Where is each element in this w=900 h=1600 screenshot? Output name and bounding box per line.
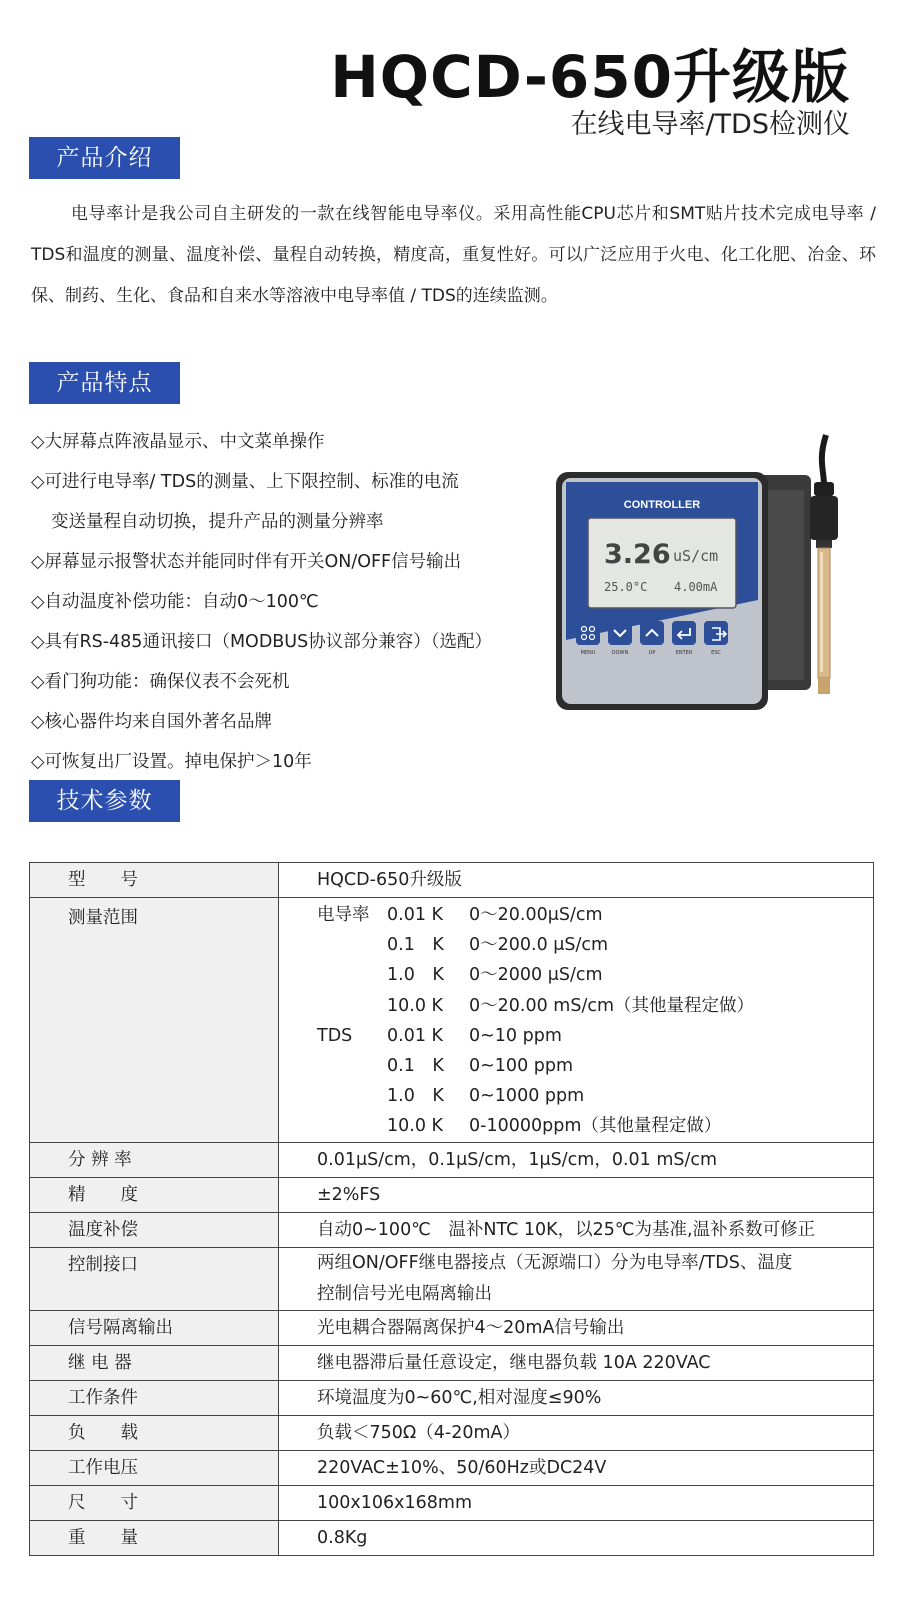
table-row: [30, 1380, 874, 1415]
feature-item: ◇具有RS-485通讯接口（MODBUS协议部分兼容）（选配）: [31, 632, 492, 652]
feature-item: ◇可恢复出厂设置。掉电保护＞10年: [31, 752, 312, 772]
control-line-1: 两组ON/OFF继电器接点（无源端口）分为电导率/TDS、温度: [317, 1252, 793, 1273]
spec-label-size: 尺 寸: [30, 1485, 279, 1520]
feature-item: ◇看门狗功能：确保仪表不会死机: [31, 672, 290, 692]
table-row: [30, 1415, 874, 1450]
feature-item-continuation: 变送量程自动切换，提升产品的测量分辨率: [51, 512, 384, 532]
range-line: 10.0 K 0-10000ppm（其他量程定做）: [387, 1116, 722, 1137]
range-line: 0.1 K 0～200.0 μS/cm: [387, 935, 609, 956]
table-row: [30, 898, 874, 1143]
conductivity-probe: [810, 482, 838, 694]
spec-value-resolution: 0.01μS/cm，0.1μS/cm，1μS/cm，0.01 mS/cm: [279, 1142, 874, 1177]
range-line: 0.1 K 0~100 ppm: [387, 1055, 574, 1076]
device-reading: 3.26: [604, 539, 671, 570]
spec-label-accuracy: 精 度: [30, 1177, 279, 1212]
table-row: [30, 1177, 874, 1212]
section-intro-heading: 产品介绍: [29, 137, 180, 179]
feature-item: ◇大屏幕点阵液晶显示、中文菜单操作: [31, 432, 325, 452]
table-row: [30, 1450, 874, 1485]
spec-label-relay: 继 电 器: [30, 1345, 279, 1380]
spec-value-temp-comp: 自动0~100℃ 温补NTC 10K，以25℃为基准,温补系数可修正: [279, 1212, 874, 1247]
device-brand-label: CONTROLLER: [623, 499, 701, 511]
spec-table: [29, 862, 874, 1556]
menu-button-label: MENU: [580, 650, 596, 656]
spec-value-conditions: 环境温度为0~60℃,相对湿度≤90%: [279, 1380, 874, 1415]
feature-item: ◇自动温度补偿功能：自动0～100℃: [31, 592, 319, 612]
device-unit: uS/cm: [673, 547, 719, 565]
table-row: [30, 1485, 874, 1520]
device-current: 4.00mA: [674, 580, 718, 594]
feature-item: ◇核心器件均来自国外著名品牌: [31, 712, 272, 732]
section-specs-heading: 技术参数: [29, 780, 180, 822]
down-button-label: DOWN: [611, 650, 629, 656]
spec-label-conditions: 工作条件: [30, 1380, 279, 1415]
spec-label-signal: 信号隔离输出: [30, 1310, 279, 1345]
product-title: HQCD-650升级版: [330, 43, 850, 111]
control-line-2: 控制信号光电隔离输出: [317, 1283, 492, 1304]
esc-button-label: ESC: [711, 650, 721, 656]
spec-label-temp-comp: 温度补偿: [30, 1212, 279, 1247]
range-line: 电导率 0.01 K 0～20.00μS/cm: [317, 905, 603, 925]
spec-value-voltage: 220VAC±10%、50/60Hz或DC24V: [279, 1450, 874, 1485]
product-subtitle: 在线电导率/TDS检测仪: [570, 109, 850, 140]
feature-item: ◇可进行电导率/ TDS的测量、上下限控制、标准的电流: [31, 472, 459, 492]
table-row: [30, 863, 874, 898]
spec-label-weight: 重 量: [30, 1520, 279, 1555]
probe-cable: [822, 435, 826, 485]
enter-button-label: ENTER: [675, 650, 693, 656]
range-line: TDS 0.01 K 0~10 ppm: [317, 1025, 562, 1046]
section-features-heading: 产品特点: [29, 362, 180, 404]
spec-value-load: 负载＜750Ω（4-20mA）: [279, 1415, 874, 1450]
table-row: [30, 1247, 874, 1310]
spec-label-load: 负 载: [30, 1415, 279, 1450]
up-button-label: UP: [648, 650, 656, 656]
feature-item: ◇屏幕显示报警状态并能同时伴有开关ON/OFF信号输出: [31, 552, 462, 572]
spec-value-accuracy: ±2%FS: [279, 1177, 874, 1212]
table-row: [30, 1520, 874, 1555]
spec-label-model: 型 号: [30, 863, 279, 898]
spec-value-size: 100x106x168mm: [279, 1485, 874, 1520]
table-row: [30, 1212, 874, 1247]
range-line: 10.0 K 0～20.00 mS/cm（其他量程定做）: [387, 995, 755, 1016]
spec-value-model: HQCD-650升级版: [279, 863, 874, 898]
controller-device-image: [556, 430, 871, 720]
table-row: [30, 1310, 874, 1345]
spec-value-signal: 光电耦合器隔离保护4～20mA信号输出: [279, 1310, 874, 1345]
spec-value-range: [279, 898, 874, 1143]
device-temp: 25.0°C: [604, 580, 648, 594]
table-row: [30, 1142, 874, 1177]
spec-value-control: [279, 1247, 874, 1310]
table-row: [30, 1345, 874, 1380]
spec-label-control: 控制接口: [30, 1247, 279, 1310]
spec-value-weight: 0.8Kg: [279, 1520, 874, 1555]
spec-label-resolution: 分 辨 率: [30, 1142, 279, 1177]
range-line: 1.0 K 0~1000 ppm: [387, 1086, 585, 1107]
range-line: 1.0 K 0～2000 μS/cm: [387, 965, 603, 986]
spec-label-voltage: 工作电压: [30, 1450, 279, 1485]
intro-paragraph: 电导率计是我公司自主研发的一款在线智能电导率仪。采用高性能CPU芯片和SMT贴片技术完成电导率 / TDS和温度的测量、温度补偿、量程自动转换，精度高，重复性好。可以广泛应用于火电、化工化肥、冶金、环保、制药、生化、食品和自来水等溶液中电导率值 / TDS的连续监测。: [31, 204, 876, 306]
spec-label-range: 测量范围: [30, 898, 279, 1143]
feature-list: [31, 422, 551, 782]
spec-value-relay: 继电器滞后量任意设定，继电器负载 10A 220VAC: [279, 1345, 874, 1380]
